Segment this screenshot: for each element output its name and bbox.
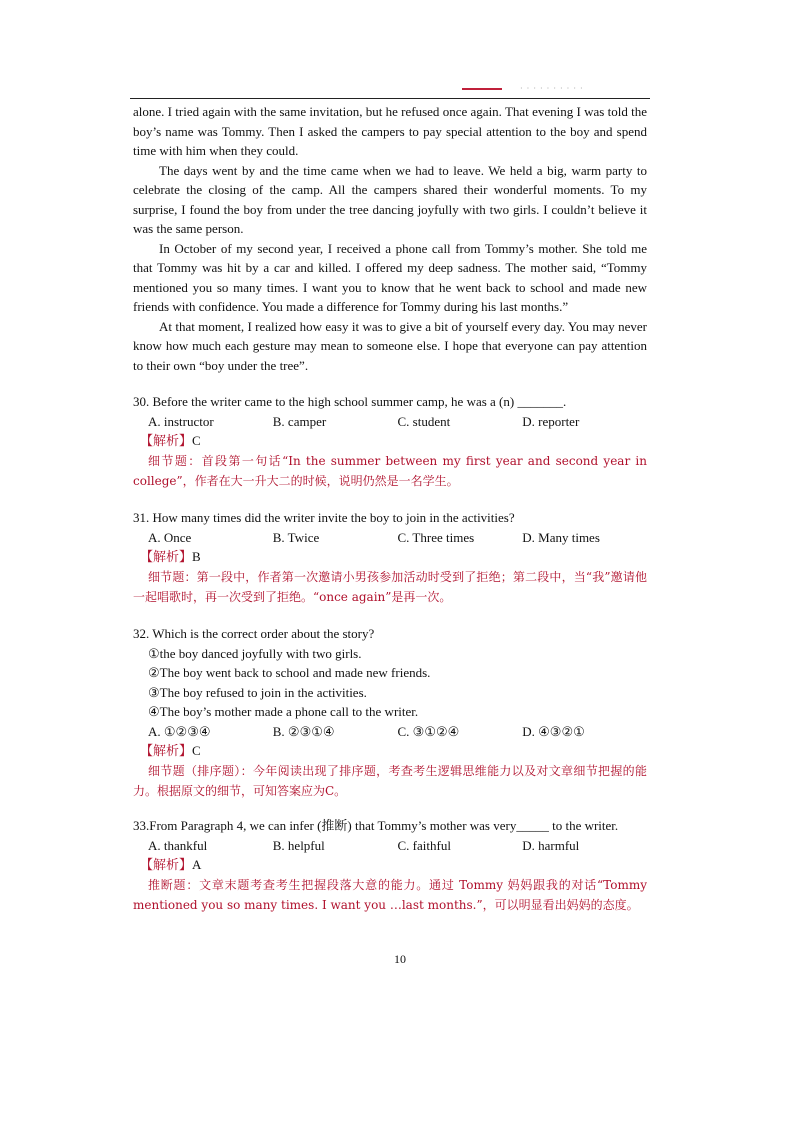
page-number: 10: [394, 952, 406, 966]
option-c: C. student: [397, 413, 451, 429]
option-a: A. thankful: [148, 837, 208, 853]
answer-key: C: [192, 743, 201, 758]
header-faint-text: · · · · · · · · · ·: [520, 84, 584, 93]
answer-key: C: [192, 433, 201, 448]
passage-paragraph: In October of my second year, I received a phone call from Tommy’s mother. She told me that Tommy was hit by a car and killed. I offered my deep sadness. The mother said, “Tommy mentioned you so many times. I want you to know that he went back to school and made new friends with confidence. You made a difference for Tommy during his last months.”: [133, 240, 647, 314]
answer-options: [133, 412, 647, 432]
option-d: D. harmful: [522, 837, 580, 853]
analysis-label: 【解析】C: [140, 743, 201, 758]
header-accent-mark: [462, 88, 502, 90]
analysis-label: 【解析】C: [140, 433, 201, 448]
answer-options: [133, 836, 647, 856]
passage-paragraph: At that moment, I realized how easy it was to give a bit of yourself every day. You may never know how much each gesture may mean to someone else. I hope that everyone can pay attention to their own “boy under the tree”.: [133, 318, 647, 373]
option-c: C. ③①②④: [397, 723, 460, 739]
analysis-text: 细节题：第一段中，作者第一次邀请小男孩参加活动时受到了拒绝；第二段中，当“我”邀请他一起唱歌时，再一次受到了拒绝。“once again”是再一次。: [133, 569, 647, 604]
analysis-label: 【解析】B: [140, 549, 201, 564]
header-rule: [130, 98, 650, 99]
passage-paragraph: The days went by and the time came when we had to leave. We held a big, warm party to celebrate the closing of the camp. All the campers shared their wonderful moments. To my surprise, I found the boy from under the tree dancing joyfully with two girls. I couldn’t believe it was the same person.: [133, 162, 647, 236]
option-c: C. Three times: [397, 529, 475, 545]
option-a: A. instructor: [148, 413, 214, 429]
passage-paragraph: alone. I tried again with the same invitation, but he refused once again. That evening I was told the boy’s name was Tommy. Then I asked the campers to pay special attention to the boy and spend time with him when they could.: [133, 104, 647, 158]
question-title: 33.From Paragraph 4, we can infer (推断) that Tommy’s mother was very_____ to the writer.: [133, 818, 619, 833]
answer-options: [133, 528, 647, 548]
analysis-text: 细节题（排序题）：今年阅读出现了排序题，考查考生逻辑思维能力以及对文章细节把握的能力。根据原文的细节，可知答案应为C。: [133, 763, 647, 798]
question-30: [133, 392, 647, 491]
analysis-text: 推断题：文章末题考查考生把握段落大意的能力。通过 Tommy 妈妈跟我的对话“Tommy mentioned you so many times. I want you …last months.”，可以明显看出妈妈的态度。: [133, 877, 647, 912]
question-title: 30. Before the writer came to the high school summer camp, he was a (n) _______.: [133, 394, 567, 409]
option-d: D. reporter: [522, 413, 580, 429]
option-b: B. Twice: [272, 529, 320, 545]
question-31: [133, 508, 647, 607]
question-title: 31. How many times did the writer invite the boy to join in the activities?: [133, 510, 515, 525]
question-title: 32. Which is the correct order about the story?: [133, 626, 375, 641]
option-c: C. faithful: [397, 837, 451, 853]
passage: [133, 102, 647, 375]
option-b: B. camper: [272, 413, 327, 429]
option-a: A. ①②③④: [148, 723, 211, 739]
analysis-label: 【解析】A: [140, 857, 202, 872]
question-32: [133, 624, 647, 801]
option-d: D. ④③②①: [522, 723, 585, 739]
answer-options: [133, 722, 647, 742]
story-event-1: ①the boy danced joyfully with two girls.: [148, 645, 362, 661]
option-d: D. Many times: [522, 529, 600, 545]
story-event-3: ③The boy refused to join in the activities.: [148, 684, 367, 700]
question-33: [133, 816, 647, 915]
story-event-4: ④The boy’s mother made a phone call to the writer.: [148, 704, 419, 719]
analysis-text: 细节题：首段第一句话“In the summer between my first year and second year in college”，作者在大一升大二的时候，说明仍然是一名学生。: [133, 453, 647, 488]
story-event-2: ②The boy went back to school and made new friends.: [148, 665, 431, 680]
option-b: B. ②③①④: [272, 723, 335, 739]
option-b: B. helpful: [272, 837, 325, 853]
answer-key: B: [192, 549, 201, 564]
option-a: A. Once: [148, 529, 192, 545]
answer-key: A: [192, 857, 202, 872]
